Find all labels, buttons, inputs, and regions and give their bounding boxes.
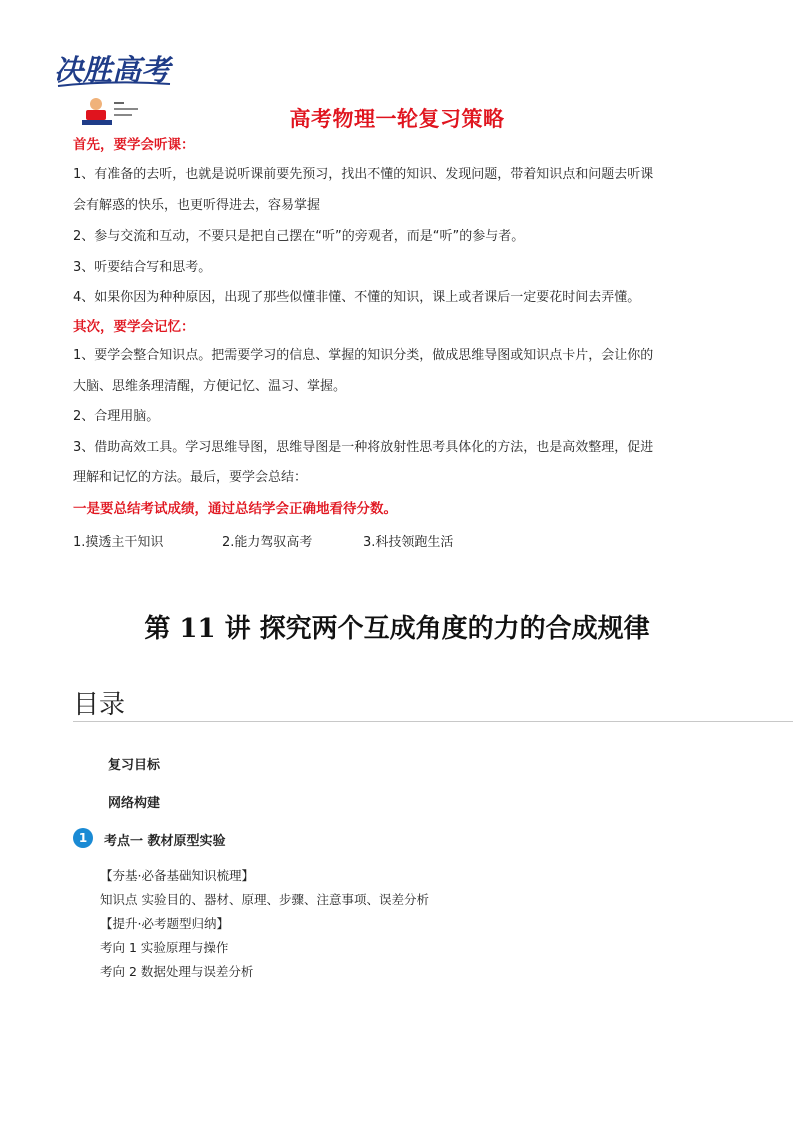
- text-line: 1、要学会整合知识点。把需要学习的信息、掌握的知识分类，做成思维导图或知识点卡片，会让你的: [73, 348, 654, 363]
- section-listening: [73, 136, 731, 154]
- section-heading: 首先，要学会听课：: [73, 137, 195, 153]
- page-title: 高考物理一轮复习策略: [289, 107, 505, 131]
- summary: [73, 500, 731, 518]
- toc-subheading: 【夯基·必备基础知识梳理】: [100, 868, 254, 883]
- number-badge: 1: [73, 828, 93, 848]
- divider: [73, 721, 793, 722]
- toc-subitem[interactable]: 考向 1 实验原理与操作: [100, 940, 229, 955]
- tip-item: 1.摸透主干知识: [73, 535, 164, 550]
- toc-item-kaodian-1[interactable]: 考点一 教材原型实验: [104, 834, 226, 849]
- paragraph: [73, 259, 731, 277]
- text-line: 3、借助高效工具。学习思维导图，思维导图是一种将放射性思考具体化的方法，也是高效整理，促进: [73, 440, 654, 455]
- text-line: 1、有准备的去听，也就是说听课前要先预习，找出不懂的知识、发现问题，带着知识点和问题去听课: [73, 167, 654, 182]
- text-line: 3、听要结合写和思考。: [73, 260, 212, 275]
- text-line: 4、如果你因为种种原因，出现了那些似懂非懂、不懂的知识，课上或者课后一定要花时间去弄懂。: [73, 290, 641, 305]
- text-line: 理解和记忆的方法。最后，要学会总结：: [73, 470, 308, 485]
- toc-subitem[interactable]: 知识点 实验目的、器材、原理、步骤、注意事项、误差分析: [100, 892, 429, 907]
- summary-text: 一是要总结考试成绩，通过总结学会正确地看待分数。: [73, 501, 397, 517]
- lecture-title: 第 11 讲 探究两个互成角度的力的合成规律: [144, 614, 650, 644]
- paragraph: [73, 408, 731, 426]
- toc-item-network[interactable]: 网络构建: [108, 796, 161, 811]
- toc-heading: 目录: [73, 690, 126, 720]
- toc-subitem[interactable]: 考向 2 数据处理与误差分析: [100, 964, 254, 979]
- tip-item: 3.科技领跑生活: [363, 535, 454, 550]
- paragraph: [73, 289, 731, 307]
- logo-text: 决胜高考: [54, 53, 171, 87]
- text-line: 2、合理用脑。: [73, 409, 160, 424]
- paragraph: [73, 197, 731, 215]
- section-memory: [73, 318, 731, 336]
- paragraph: [73, 378, 731, 396]
- text-line: 2、参与交流和互动，不要只是把自己摆在“听”的旁观者，而是“听”的参与者。: [73, 229, 525, 244]
- tip-item: 2.能力驾驭高考: [222, 535, 313, 550]
- text-line: 会有解惑的快乐，也更听得进去，容易掌握: [73, 198, 321, 213]
- paragraph: [73, 347, 731, 365]
- paragraph: [73, 439, 731, 457]
- paragraph: [73, 228, 731, 246]
- section-heading: 其次，要学会记忆：: [73, 319, 195, 335]
- toc-item-review-goals[interactable]: 复习目标: [108, 758, 161, 773]
- text-line: 大脑、思维条理清醒，方便记忆、温习、掌握。: [73, 379, 347, 394]
- toc-subheading: 【提升·必考题型归纳】: [100, 916, 229, 931]
- paragraph: [73, 469, 731, 487]
- paragraph: [73, 166, 731, 184]
